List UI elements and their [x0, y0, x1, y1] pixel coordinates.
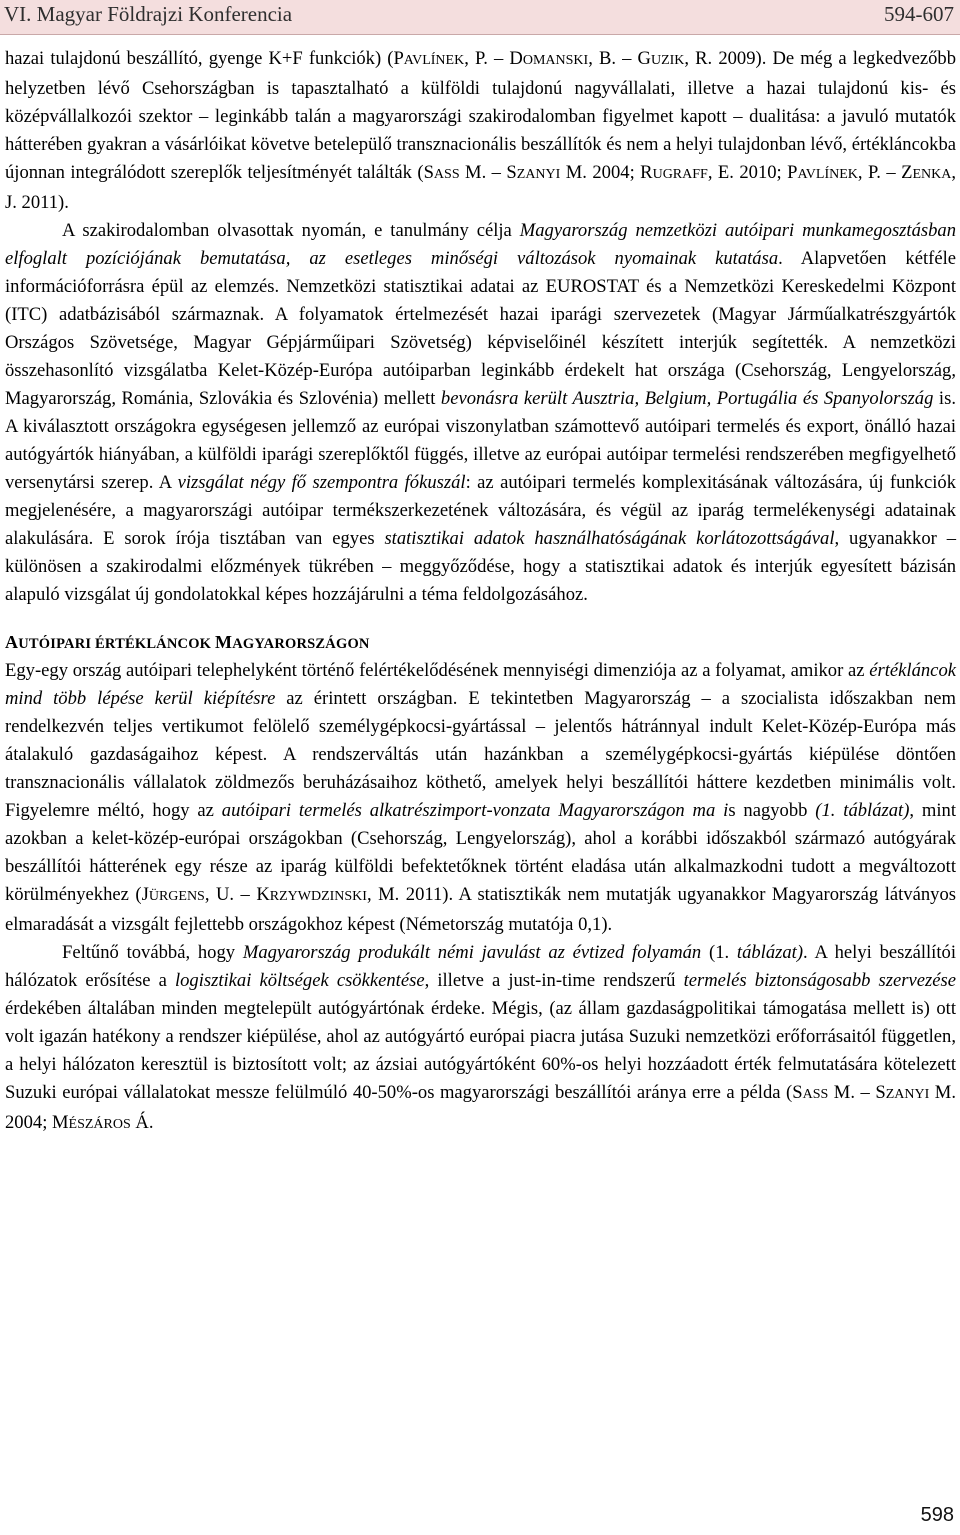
page-body [5, 45, 956, 1139]
paragraph-4: Feltűnő továbbá, hogy Magyarország produkált némi javulást az évtized folyamán (1. táblázat). A helyi beszállítói hálózatok erősítése a logisztikai költségek csökkentése, illetve a just-in-time rendszerű termelés biztonságosabb szervezése érdekében általában minden megtelepült autógyártónak érdeke. Mégis, (az állam gazdaságpolitikai támogatása mellett is) ott volt igazán hatékony a rendszer kiépülése, ahol az autógyártó európai piacra jutása Suzuki nemzetközi erőforrásaitól független, a helyi hálózaton keresztül is biztosított volt; az ázsiai autógyártóként 60%-os helyi hozzáadott érték felmutatására kötelezett Suzuki európai vállalatokat messze felülmúló 40-50%-os magyarországi beszállítói aránya erre a példa (SASS M. – SZANYI M. 2004; MÉSZÁROS Á. [5, 942, 956, 1133]
page-range: 594-607 [884, 2, 954, 26]
paragraph-2: A szakirodalomban olvasottak nyomán, e tanulmány célja Magyarország nemzetközi autóipari munkamegosztásban elfoglalt pozíciójának bemutatása, az esetleges minőségi változások nyomainak kutatása. Alapvetően kétféle információforrásra épül az elemzés. Nemzetközi statisztikai adatai az EUROSTAT és a Nemzetközi Kereskedelmi Központ (ITC) adatbázisából származnak. A folyamatok értelmezését hazai iparági szervezetek (Magyar Járműalkatrészgyártók Országos Szövetsége, Magyar Gépjárműipari Szövetség) képviselőinél készített interjúk segítették. A nemzetközi összehasonlító vizsgálatba Kelet-Közép-Európa autóiparban leginkább érdekelt hat országa (Csehország, Lengyelország, Magyarország, Románia, Szlovákia és Szlovénia) mellett bevonásra került Ausztria, Belgium, Portugália és Spanyolország is. A kiválasztott országokra egységesen jellemző az európai viszonylatban számottevő autóipari termelés és export, önálló hazai autógyártók hiányában, a külföldi iparági szereplőktől függés, illetve az európai autóipar termelési rendszerében megfigyelhető versenytársi szerep. A vizsgálat négy fő szempontra fókuszál: az autóipari termelés komplexitásának változására, új funkciók megjelenésére, a magyarországi autóipar termékszerkezetének változására, és végül az iparág termelékenységi adatainak alakulására. E sorok írója tisztában van egyes statisztikai adatok használhatóságának korlátozottságával, ugyanakkor – különösen a szakirodalmi előzmények tükrében – meggyőződése, hogy a statisztikai adatok és interjúk egyesített bázisán alapuló vizsgálat új gondolatokkal képes hozzájárulni a téma feldolgozásához. [5, 220, 957, 605]
page-number: 598 [920, 1504, 954, 1526]
running-header [0, 0, 960, 35]
paragraph-1: hazai tulajdonú beszállító, gyenge K+F funkciók) (PAVLÍNEK, P. – DOMANSKI, B. – GUZIK, R. 2009). De még a legkedvezőbb helyzetben lévő Csehországban is tapasztalható a külföldi tulajdonú nagyvállalati, illetve a hazai tulajdonú kis- és középvállalkozói szektor – leginkább talán a magyarországi szakirodalomban figyelmet kapott – dualitása: a javuló mutatók hátterében gyakran a vásárlóikat követve betelepülő transznacionális beszállítók és nem a helyi tulajdonban lévő, értékláncokba újonnan integrálódott szereplők teljesítményét találták (SASS M. – SZANYI M. 2004; RUGRAFF, E. 2010; PAVLÍNEK, P. – ZENKA, J. 2011). [5, 48, 957, 213]
paragraph-3: Egy-egy ország autóipari telephelyként történő felértékelődésének mennyiségi dimenziója az a folyamat, amikor az értékláncok mind több lépése kerül kiépítésre az érintett országban. E tekintetben Magyarország – a szocialista időszakban nem rendelkezvén teljes vertikumot felölelő személygépkocsi-gyártással – jelentős hátránnyal indult Kelet-Közép-Európa más átalakuló gazdaságaihoz képest. A rendszerváltás után hazánkban a személygépkocsi-gyártás kiépülése döntően transznacionális vállalatok zöldmezős beruházásaihoz köthető, amelyek helyi beszállítói háttere kezdetben minimális volt. Figyelemre méltó, hogy az autóipari termelés alkatrészimport-vonzata Magyarországon ma is nagyobb (1. táblázat), mint azokban a kelet-közép-európai országokban (Csehország, Lengyelország), ahol a korábbi időszakból származó autógyárak beszállítói hátterének egy része az iparág külföldi befektetőknek történt eladása után alkalmazkodni tudott a megváltozott körülményekhez (JÜRGENS, U. – KRZYWDZINSKI, M. 2011). A statisztikák nem mutatják ugyanakkor Magyarország látványos elmaradását a vizsgált fejlettebb országokhoz képest (Németország mutatója 0,1). [5, 660, 957, 935]
section-heading: AUTÓIPARI ÉRTÉKLÁNCOK MAGYARORSZÁGON [5, 632, 370, 652]
conference-title: VI. Magyar Földrajzi Konferencia [4, 2, 293, 26]
